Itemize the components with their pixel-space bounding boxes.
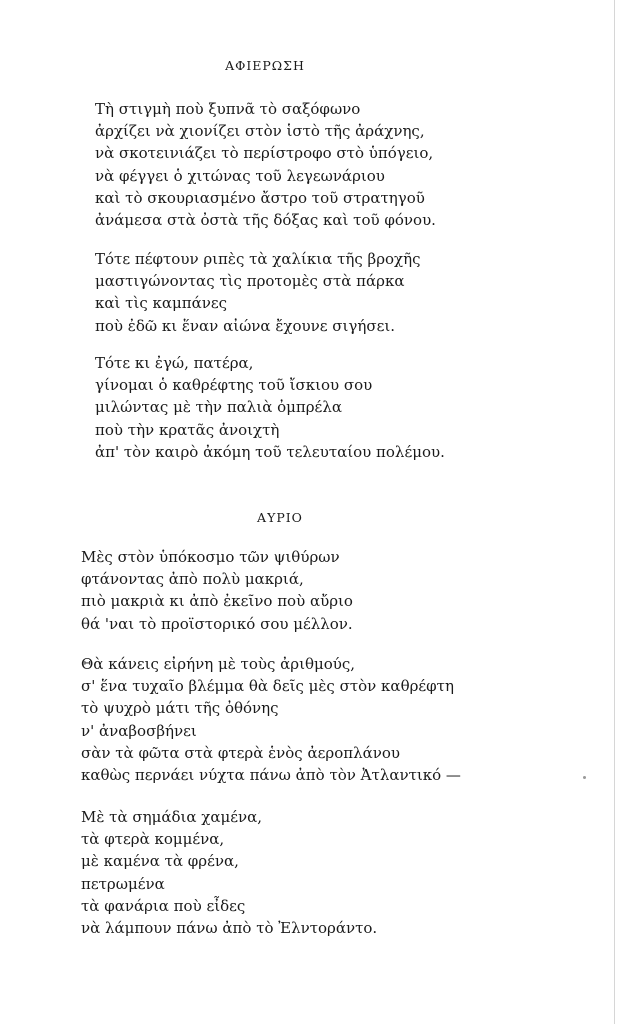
verse-line: τὸ ψυχρὸ μάτι τῆς ὀθόνης	[81, 699, 279, 718]
verse-line: σὰν τὰ φῶτα στὰ φτερὰ ἑνὸς ἀεροπλάνου	[81, 743, 400, 762]
page-edge-line	[614, 0, 615, 1024]
verse-line: μὲ καμένα τὰ φρένα,	[81, 852, 239, 871]
verse-line: πετρωμένα	[81, 874, 165, 893]
verse-line: ποὺ ἐδῶ κι ἕναν αἰώνα ἔχουνε σιγήσει.	[95, 316, 395, 335]
poem1-stanza-1	[95, 98, 436, 231]
verse-line: θά 'ναι τὸ προϊστορικό σου μέλλον.	[81, 614, 353, 633]
verse-line: φτάνοντας ἀπὸ πολὺ μακριά,	[81, 570, 304, 589]
poem2-stanza-2	[81, 653, 461, 786]
verse-line: νὰ φέγγει ὁ χιτώνας τοῦ λεγεωνάριου	[95, 166, 385, 185]
verse-line: πιὸ μακριὰ κι ἀπὸ ἐκεῖνο ποὺ αὔριο	[81, 592, 353, 611]
verse-line: τὰ φανάρια ποὺ εἶδες	[81, 896, 246, 915]
verse-line: Τότε κι ἐγώ, πατέρα,	[95, 354, 254, 372]
poem2-stanza-1	[81, 546, 353, 635]
poem-title-dedication: ΑΦΙΕΡΩΣΗ	[225, 58, 305, 73]
verse-line: καὶ τὸ σκουριασμένο ἄστρο τοῦ στρατηγοῦ	[95, 188, 425, 207]
poem1-stanza-3	[95, 352, 445, 463]
verse-line: Τὴ στιγμὴ ποὺ ξυπνᾶ τὸ σαξόφωνο	[95, 100, 361, 118]
poem-title-tomorrow: ΑΥΡΙΟ	[257, 510, 303, 525]
verse-line: καθὼς περνάει νύχτα πάνω ἀπὸ τὸν Ἀτλαντικό —	[81, 765, 461, 784]
scan-speck	[583, 776, 586, 779]
verse-line: καὶ τὶς καμπάνες	[95, 294, 228, 313]
verse-line: τὰ φτερὰ κομμένα,	[81, 830, 225, 849]
verse-line: σ' ἕνα τυχαῖο βλέμμα θὰ δεῖς μὲς στὸν καθρέφτη	[81, 677, 454, 696]
verse-line: ποὺ τὴν κρατᾶς ἀνοιχτὴ	[95, 420, 280, 439]
verse-line: Μὲς στὸν ὑπόκοσμο τῶν ψιθύρων	[81, 548, 340, 566]
poem1-stanza-2	[95, 248, 421, 337]
verse-line: ἀρχίζει νὰ χιονίζει στὸν ἱστὸ τῆς ἀράχνης,	[95, 122, 425, 141]
verse-line: νὰ σκοτεινιάζει τὸ περίστροφο στὸ ὑπόγειο,	[95, 144, 434, 163]
verse-line: νὰ λάμπουν πάνω ἀπὸ τὸ Ἐλντοράντο.	[81, 918, 378, 937]
poem2-stanza-3	[81, 806, 377, 939]
verse-line: γίνομαι ὁ καθρέφτης τοῦ ἴσκιου σου	[95, 376, 373, 395]
verse-line: Τότε πέφτουν ριπὲς τὰ χαλίκια τῆς βροχῆς	[95, 250, 421, 268]
verse-line: μιλώντας μὲ τὴν παλιὰ ὀμπρέλα	[95, 398, 342, 417]
verse-line: μαστιγώνοντας τὶς προτομὲς στὰ πάρκα	[95, 272, 405, 291]
verse-line: ἀπ' τὸν καιρὸ ἀκόμη τοῦ τελευταίου πολέμου.	[95, 442, 445, 461]
verse-line: ἀνάμεσα στὰ ὀστὰ τῆς δόξας καὶ τοῦ φόνου.	[95, 210, 436, 229]
verse-line: Μὲ τὰ σημάδια χαμένα,	[81, 808, 263, 826]
verse-line: ν' ἀναβοσβήνει	[81, 721, 197, 740]
verse-line: Θὰ κάνεις εἰρήνη μὲ τοὺς ἀριθμούς,	[81, 655, 356, 673]
